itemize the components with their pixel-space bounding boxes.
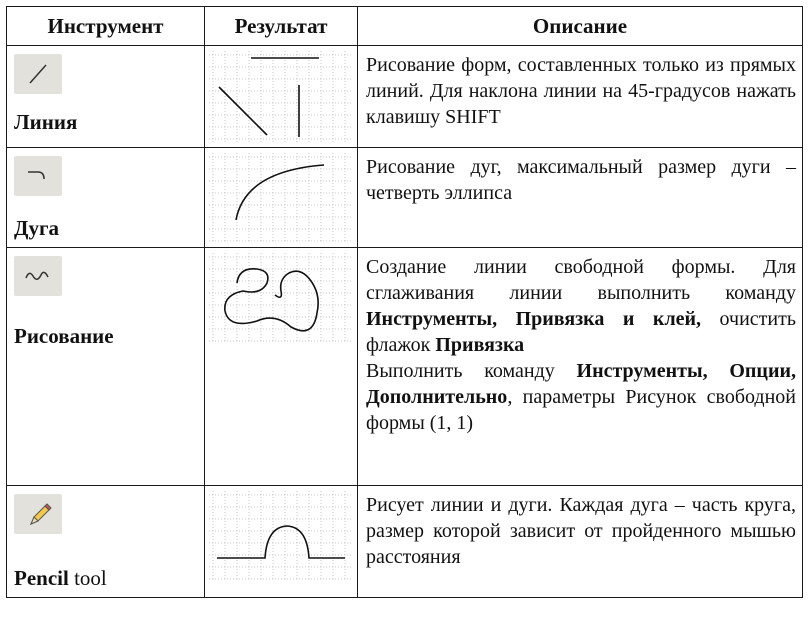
result-cell [205,248,358,486]
result-cell [205,148,358,248]
header-description: Описание [358,7,803,46]
table-row [7,46,803,148]
description-cell [358,248,803,486]
description-text: Рисует линии и дуги. Каждая дуга – часть круга, размер которой зависит от пройденного мышью расстояния [366,494,796,568]
freeform-result-sketch [209,253,353,343]
freeform-icon [14,256,62,296]
table-row [7,486,803,598]
tool-cell [7,46,205,148]
tool-name: Рисование [14,324,114,348]
description-paragraph-1: Создание линии свободной формы. Для сглаживания линии выполнить команду Инструменты, Привязка и клей, очистить флажок Привязка [366,256,796,356]
description-cell [358,148,803,248]
arc-result-sketch [209,153,353,243]
pencil-result-sketch [209,491,353,581]
table-row [7,148,803,248]
description-cell [358,486,803,598]
tool-cell [7,248,205,486]
line-icon [14,54,62,94]
result-cell [205,486,358,598]
pencil-icon [14,494,62,534]
tools-table [6,6,803,598]
tool-cell [7,486,205,598]
description-paragraph-2: Выполнить команду Инструменты, Опции, Дополнительно, параметры Рисунок свободной формы (1, 1) [366,360,796,434]
arc-icon [14,156,62,196]
description-text: Рисование форм, составленных только из прямых линий. Для наклона линии на 45-градусов нажать клавишу SHIFT [366,54,796,128]
description-cell [358,46,803,148]
tool-name: Дуга [14,216,59,240]
header-row [7,7,803,46]
line-result-sketch [209,51,353,143]
result-cell [205,46,358,148]
tool-cell [7,148,205,248]
header-tool: Инструмент [7,7,205,46]
header-result: Результат [205,7,358,46]
description-text: Рисование дуг, максимальный размер дуги – четверть эллипса [366,156,796,204]
tool-name: Линия [14,110,78,134]
table-row [7,248,803,486]
tool-name: Pencil tool [14,566,107,590]
